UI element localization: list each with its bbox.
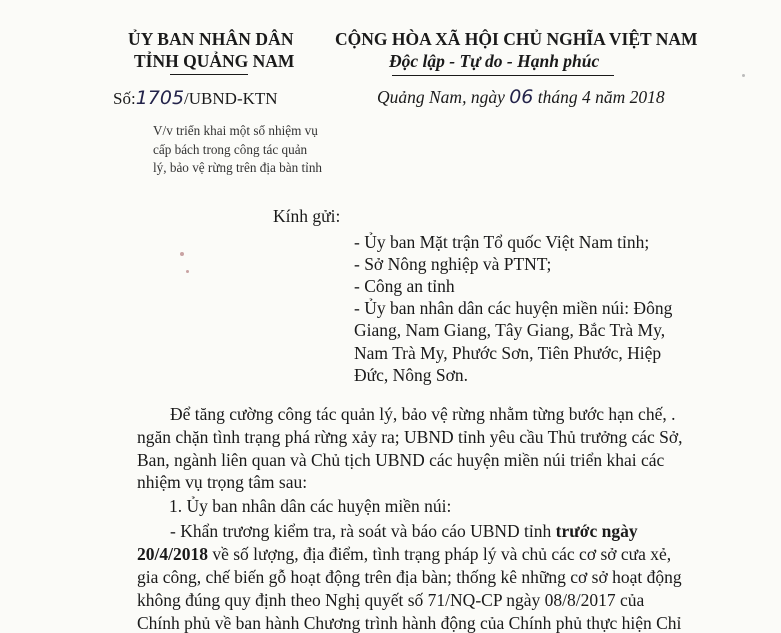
org-name-line1: ỦY BAN NHÂN DÂN xyxy=(128,29,294,49)
ink-speck xyxy=(186,270,189,273)
ink-speck xyxy=(180,252,184,256)
doc-number-suffix: /UBND-KTN xyxy=(184,89,278,108)
body-line xyxy=(170,521,638,542)
national-title: CỘNG HÒA XÃ HỘI CHỦ NGHĨA VIỆT NAM xyxy=(335,29,698,49)
place-date xyxy=(377,86,665,108)
motto-underline xyxy=(392,75,614,76)
body-line: Chính phủ về ban hành Chương trình hành động của Chính phủ thực hiện Chỉ xyxy=(137,613,682,633)
body-line: nhiệm vụ trọng tâm sau: xyxy=(137,472,308,492)
recipient-line: Nam Trà My, Phước Sơn, Tiên Phước, Hiệp xyxy=(354,343,662,363)
recipient-line: Giang, Nam Giang, Tây Giang, Bắc Trà My, xyxy=(354,320,666,340)
recipient-line: - Ủy ban Mặt trận Tổ quốc Việt Nam tỉnh; xyxy=(354,232,650,252)
doc-number-handwritten: 1705 xyxy=(135,87,185,109)
recipient-line: Đức, Nông Sơn. xyxy=(354,365,469,385)
body-text: về số lượng, địa điểm, tình trạng pháp lý và chủ các cơ sở cưa xẻ, xyxy=(207,544,672,564)
body-line: Để tăng cường công tác quản lý, bảo vệ rừng nhằm từng bước hạn chế, . xyxy=(170,404,676,424)
deadline-date: 20/4/2018 xyxy=(137,544,208,564)
place-date-prefix: Quảng Nam, ngày xyxy=(377,87,510,107)
deadline-emphasis: trước ngày xyxy=(555,521,638,541)
org-name-line2: TỈNH QUẢNG NAM xyxy=(134,51,295,71)
body-line: gia công, chế biến gỗ hoạt động trên địa bàn; thống kê những cơ sở hoạt động xyxy=(137,567,682,587)
place-date-day: 06 xyxy=(509,86,534,108)
recipient-line: - Sở Nông nghiệp và PTNT; xyxy=(354,254,552,274)
doc-number-prefix: Số: xyxy=(113,89,136,108)
greeting: Kính gửi: xyxy=(273,206,341,226)
body-text: - Khẩn trương kiểm tra, rà soát và báo cáo UBND tỉnh xyxy=(170,521,556,541)
body-line: Ban, ngành liên quan và Chủ tịch UBND các huyện miền núi triển khai các xyxy=(137,450,665,470)
place-date-rest: tháng 4 năm 2018 xyxy=(533,87,665,107)
recipient-line: - Ủy ban nhân dân các huyện miền núi: Đông xyxy=(354,298,673,318)
section-heading: 1. Ủy ban nhân dân các huyện miền núi: xyxy=(169,496,452,516)
document-number xyxy=(113,87,278,109)
body-line: ngăn chặn tình trạng phá rừng xảy ra; UBND tỉnh yêu cầu Thủ trưởng các Sở, xyxy=(137,427,683,447)
body-line: không đúng quy định theo Nghị quyết số 71/NQ-CP ngày 08/8/2017 của xyxy=(137,590,645,610)
org-underline xyxy=(170,74,248,75)
body-line xyxy=(137,544,671,565)
document-subject: V/v triển khai một số nhiệm vụ cấp bách trong công tác quản lý, bảo vệ rừng trên địa bàn tỉnh xyxy=(153,123,323,175)
national-motto: Độc lập - Tự do - Hạnh phúc xyxy=(389,51,600,71)
ink-speck xyxy=(742,74,745,77)
recipient-line: - Công an tỉnh xyxy=(354,276,455,296)
